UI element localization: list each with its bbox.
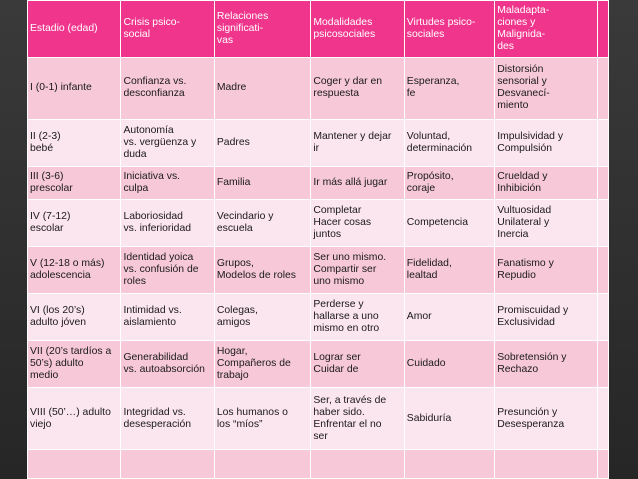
cell-text: I (0-1) infante xyxy=(30,82,92,94)
cell-text: ir xyxy=(313,142,320,154)
cell-text: Colegas, xyxy=(216,304,258,316)
cell-modalidades xyxy=(311,341,404,388)
cell-text: Inhibición xyxy=(497,182,542,194)
cell-text: desconfianza xyxy=(123,88,185,100)
cell-text: Perderse y xyxy=(313,298,364,310)
cell-virtudes xyxy=(404,246,494,293)
cell-maladaptaciones xyxy=(495,293,598,340)
cell-text: Lograr ser xyxy=(313,352,361,364)
header-crisis: Crisis psico- social xyxy=(121,1,214,58)
cell-modalidades xyxy=(311,166,404,199)
cell-text: Intimidad vs. xyxy=(123,304,182,316)
cell-text: Cuidado xyxy=(406,358,446,370)
cell-text: Los humanos o xyxy=(216,406,288,418)
cell-modalidades xyxy=(311,199,404,246)
cell-text: Compulsión xyxy=(497,142,553,154)
cell-text: Confianza vs. xyxy=(123,76,187,88)
cell-text: determinación xyxy=(406,142,473,154)
cell-text: culpa xyxy=(123,182,149,194)
cell-text: Sobretensión y xyxy=(497,352,567,364)
cell-relaciones xyxy=(214,388,310,450)
cell-text: Repudio xyxy=(497,269,536,281)
cell-text: medio xyxy=(30,370,59,382)
cell-text: VII (20’s tardíos a xyxy=(30,346,112,358)
cell-text: Distorsión xyxy=(497,64,544,76)
cell-text: Compartir ser xyxy=(313,263,377,275)
row-accent-cell xyxy=(597,388,608,450)
header-estadio: Estadio (edad) xyxy=(28,1,121,58)
table-row xyxy=(28,166,609,199)
cell-text: ser xyxy=(313,430,328,442)
cell-text: V (12-18 o más) xyxy=(30,257,105,269)
cell-text: Autonomía xyxy=(123,124,174,136)
cell-modalidades xyxy=(311,119,404,166)
cell-text: VI (los 20’s) xyxy=(30,304,85,316)
cell-maladaptaciones xyxy=(495,119,598,166)
cell-text: Fidelidad, xyxy=(406,257,452,269)
cell-crisis xyxy=(121,388,214,450)
cell-text: adolescencia xyxy=(30,269,91,281)
cell-text: Grupos, xyxy=(216,257,254,269)
cell-text: Generabilidad xyxy=(123,352,189,364)
table-row xyxy=(28,388,609,450)
cell-crisis xyxy=(121,199,214,246)
cell-text: haber sido. xyxy=(313,406,365,418)
cell-text: Crueldad y xyxy=(497,170,548,182)
cell-text: Desvanecí- xyxy=(497,88,550,100)
cell-text: trabajo xyxy=(216,370,249,382)
cell-text: Ir más allá jugar xyxy=(313,176,388,188)
cell-text: Ser, a través de xyxy=(313,394,387,406)
cell-virtudes xyxy=(404,293,494,340)
cell-text: Unilateral y xyxy=(497,216,550,228)
cell-text: escuela xyxy=(216,222,253,234)
cell-estadio xyxy=(28,58,121,120)
empty-cell xyxy=(121,450,214,479)
header-modalidades: Modalidades psicosociales xyxy=(311,1,404,58)
cell-maladaptaciones xyxy=(495,166,598,199)
cell-text: Modelos de roles xyxy=(216,269,297,281)
erikson-stages-table xyxy=(27,0,609,479)
cell-text: bebé xyxy=(30,142,54,154)
cell-relaciones xyxy=(214,119,310,166)
cell-text: Mantener y dejar xyxy=(313,130,392,142)
cell-text: prescolar xyxy=(30,182,73,194)
cell-text: vs. vergüenza y xyxy=(123,136,197,148)
cell-text: Vecindario y xyxy=(216,210,274,222)
row-accent-cell xyxy=(597,341,608,388)
cell-estadio xyxy=(28,341,121,388)
cell-text: juntos xyxy=(313,228,342,240)
cell-text: uno mismo xyxy=(313,275,365,287)
cell-text: Integridad vs. xyxy=(123,406,186,418)
cell-text: Iniciativa vs. xyxy=(123,170,181,182)
cell-text: hallarse a uno xyxy=(313,310,379,322)
cell-text: Sabiduría xyxy=(406,412,452,424)
cell-text: Compañeros de xyxy=(216,358,291,370)
cell-modalidades xyxy=(311,293,404,340)
table-row xyxy=(28,341,609,388)
cell-relaciones xyxy=(214,166,310,199)
cell-relaciones xyxy=(214,58,310,120)
cell-relaciones xyxy=(214,246,310,293)
cell-relaciones xyxy=(214,293,310,340)
cell-crisis xyxy=(121,293,214,340)
empty-cell xyxy=(495,450,598,479)
cell-estadio xyxy=(28,166,121,199)
cell-text: vs. autoabsorción xyxy=(123,364,205,376)
cell-text: Completar xyxy=(313,204,362,216)
header-row xyxy=(28,1,609,58)
cell-text: lealtad xyxy=(406,269,438,281)
cell-virtudes xyxy=(404,166,494,199)
cell-maladaptaciones xyxy=(495,341,598,388)
cell-text: 50’s) adulto xyxy=(30,358,84,370)
cell-crisis xyxy=(121,166,214,199)
row-accent-cell xyxy=(597,199,608,246)
cell-text: escolar xyxy=(30,222,64,234)
cell-text: Hogar, xyxy=(216,346,248,358)
table-row xyxy=(28,293,609,340)
cell-text: viejo xyxy=(30,418,52,430)
cell-crisis xyxy=(121,119,214,166)
cell-text: Competencia xyxy=(406,216,469,228)
cell-text: vs. confusión de xyxy=(123,263,199,275)
cell-text: Madre xyxy=(216,82,247,94)
cell-text: adulto jóven xyxy=(30,316,87,328)
row-accent-cell xyxy=(597,119,608,166)
cell-virtudes xyxy=(404,388,494,450)
cell-text: miento xyxy=(497,100,529,112)
row-accent-cell xyxy=(597,293,608,340)
empty-cell xyxy=(214,450,310,479)
cell-estadio xyxy=(28,388,121,450)
header-relaciones: Relaciones significati- vas xyxy=(214,1,310,58)
cell-text: Hacer cosas xyxy=(313,216,372,228)
cell-text: roles xyxy=(123,275,146,287)
cell-virtudes xyxy=(404,341,494,388)
empty-row xyxy=(28,450,609,479)
cell-relaciones xyxy=(214,199,310,246)
cell-maladaptaciones xyxy=(495,58,598,120)
cell-text: VIII (50’…) adulto xyxy=(30,406,111,418)
row-accent-cell xyxy=(597,246,608,293)
cell-text: desesperación xyxy=(123,418,192,430)
cell-text: Exclusividad xyxy=(497,316,555,328)
header-maladaptaciones: Maladapta- ciones y Malignida- des xyxy=(495,1,598,58)
cell-virtudes xyxy=(404,119,494,166)
cell-text: Vultuosidad xyxy=(497,204,552,216)
table-row xyxy=(28,246,609,293)
cell-maladaptaciones xyxy=(495,246,598,293)
cell-text: II (2-3) xyxy=(30,130,61,142)
cell-crisis xyxy=(121,246,214,293)
cell-text: aislamiento xyxy=(123,316,176,328)
cell-modalidades xyxy=(311,58,404,120)
header-virtudes: Virtudes psico- sociales xyxy=(404,1,494,58)
cell-text: amigos xyxy=(216,316,251,328)
cell-estadio xyxy=(28,199,121,246)
cell-text: vs. inferioridad xyxy=(123,222,192,234)
empty-cell xyxy=(404,450,494,479)
cell-maladaptaciones xyxy=(495,199,598,246)
cell-maladaptaciones xyxy=(495,388,598,450)
cell-text: Amor xyxy=(406,310,432,322)
table-row xyxy=(28,58,609,120)
cell-text: Cuidar de xyxy=(313,364,359,376)
cell-text: Presunción y xyxy=(497,406,558,418)
header-accent-cell xyxy=(597,1,608,58)
cell-estadio xyxy=(28,293,121,340)
cell-text: Esperanza, xyxy=(406,76,460,88)
cell-text: respuesta xyxy=(313,88,359,100)
row-accent-cell xyxy=(597,58,608,120)
cell-text: Inercia xyxy=(497,228,529,240)
cell-text: coraje xyxy=(406,182,436,194)
cell-relaciones xyxy=(214,341,310,388)
row-accent-cell xyxy=(597,166,608,199)
cell-crisis xyxy=(121,58,214,120)
cell-text: los “míos” xyxy=(216,418,263,430)
cell-text: sensorial y xyxy=(497,76,547,88)
empty-cell xyxy=(597,450,608,479)
empty-cell xyxy=(311,450,404,479)
empty-cell xyxy=(28,450,121,479)
cell-text: Padres xyxy=(216,136,250,148)
cell-virtudes xyxy=(404,58,494,120)
cell-text: fe xyxy=(406,88,416,100)
cell-text: Impulsividad y xyxy=(497,130,564,142)
table-row xyxy=(28,119,609,166)
table-row xyxy=(28,199,609,246)
cell-estadio xyxy=(28,246,121,293)
cell-text: Propósito, xyxy=(406,170,454,182)
cell-text: Rechazo xyxy=(497,364,539,376)
cell-text: Laboriosidad xyxy=(123,210,183,222)
cell-text: Promiscuidad y xyxy=(497,304,569,316)
cell-text: Enfrentar el no xyxy=(313,418,382,430)
cell-text: IV (7-12) xyxy=(30,210,71,222)
cell-text: mismo en otro xyxy=(313,322,380,334)
cell-estadio xyxy=(28,119,121,166)
cell-text: Identidad yoica xyxy=(123,251,194,263)
cell-text: Voluntad, xyxy=(406,130,451,142)
cell-text: Familia xyxy=(216,176,251,188)
cell-modalidades xyxy=(311,388,404,450)
cell-text: III (3-6) xyxy=(30,170,64,182)
cell-text: Coger y dar en xyxy=(313,76,383,88)
cell-modalidades xyxy=(311,246,404,293)
cell-text: Desesperanza xyxy=(497,418,565,430)
cell-text: duda xyxy=(123,148,147,160)
cell-text: Ser uno mismo. xyxy=(313,251,387,263)
cell-text: Fanatismo y xyxy=(497,257,554,269)
cell-crisis xyxy=(121,341,214,388)
cell-virtudes xyxy=(404,199,494,246)
